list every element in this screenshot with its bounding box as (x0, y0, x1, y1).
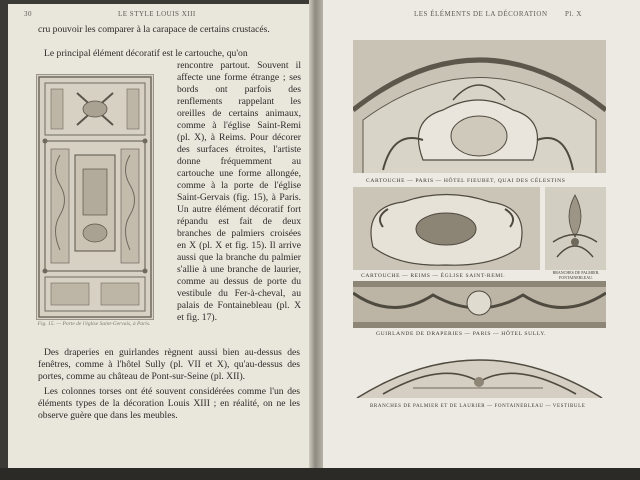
paragraph-4: Les colonnes torses ont été souvent considérées comme l'un des éléments types de la décoration Louis XIII ; en réalité, on ne les observe guère que dans les meubles. (38, 386, 300, 421)
plate-number: Pl. X (565, 10, 582, 18)
drapery-garland-drawing (353, 281, 606, 328)
left-running-title: LE STYLE LOUIS XIII (118, 10, 196, 18)
plate-cartouche-saint-remi (353, 187, 540, 270)
plate-5-caption: BRANCHES DE PALMIER ET DE LAURIER — FONTAINEBLEAU — VESTIBULE (370, 404, 586, 409)
paragraph-3: Des draperies en guirlandes règnent aussi bien au-dessus des fenêtres, comme à l'hôtel Sully (pl. VII et X), qu'au-dessus des portes, comme au château de Pont-sur-Seine (pl. XII). (38, 347, 300, 382)
plate-palm-laurel (353, 342, 606, 398)
figure-caption: Fig. 15. — Porte de l'église Saint-Gervais, à Paris. (37, 321, 151, 327)
book-gutter (309, 0, 323, 480)
door-illustration (36, 74, 154, 320)
background-surface (0, 468, 640, 480)
paragraph-1: cru pouvoir les comparer à la carapace de certains crustacés. (38, 24, 270, 35)
plate-drapery-garland (353, 281, 606, 328)
page-number: 30 (24, 10, 32, 18)
palm-branches-drawing (545, 187, 606, 270)
cartouche-relief-drawing (353, 40, 606, 173)
door-drawing (37, 75, 153, 319)
paragraph-2-lead: Le principal élément décoratif est le cartouche, qu'on (44, 48, 248, 59)
palm-laurel-lunette-drawing (353, 342, 606, 398)
paragraph-2-column: rencontre partout. Souvent il affecte une forme étrange ; ses bords ont parfois des renflements rappelant les oreilles de certains animaux, comme à l'église Saint-Remi (pl. X), à Reims. Pour décorer des surfaces étroites, l'artiste donne fréquemment au cartouche une forme allongée, comme à la porte de l'église Saint-Gervais (fig. 15), à Paris. Un autre élément décoratif fort répandu est fait de deux branches de palmiers croisées en X (pl. X et fig. 15). Il arrive aussi que la branche du palmier s'allie à une branche de laurier, comme au dessus de porte du vestibule du Fer-à-cheval, au palais de Fontainebleau (pl. X et fig. 17). (177, 60, 301, 323)
plate-cartouche-fieubet (353, 40, 606, 173)
saint-remi-cartouche-drawing (353, 187, 540, 270)
plate-palm-branches (545, 187, 606, 270)
right-running-title: LES ÉLÉMENTS DE LA DÉCORATION (414, 10, 548, 18)
plate-1-caption: CARTOUCHE — PARIS — HÔTEL FIEUBET, QUAI DES CÉLESTINS (366, 178, 566, 184)
plate-4-caption: GUIRLANDE DE DRAPERIES — PARIS — HÔTEL SULLY. (376, 331, 547, 337)
plate-2-caption: CARTOUCHE — REIMS — ÉGLISE SAINT-REMI. (361, 273, 506, 279)
plate-3-caption: BRANCHES DE PALMIER. FONTAINEBLEAU. (552, 270, 600, 280)
